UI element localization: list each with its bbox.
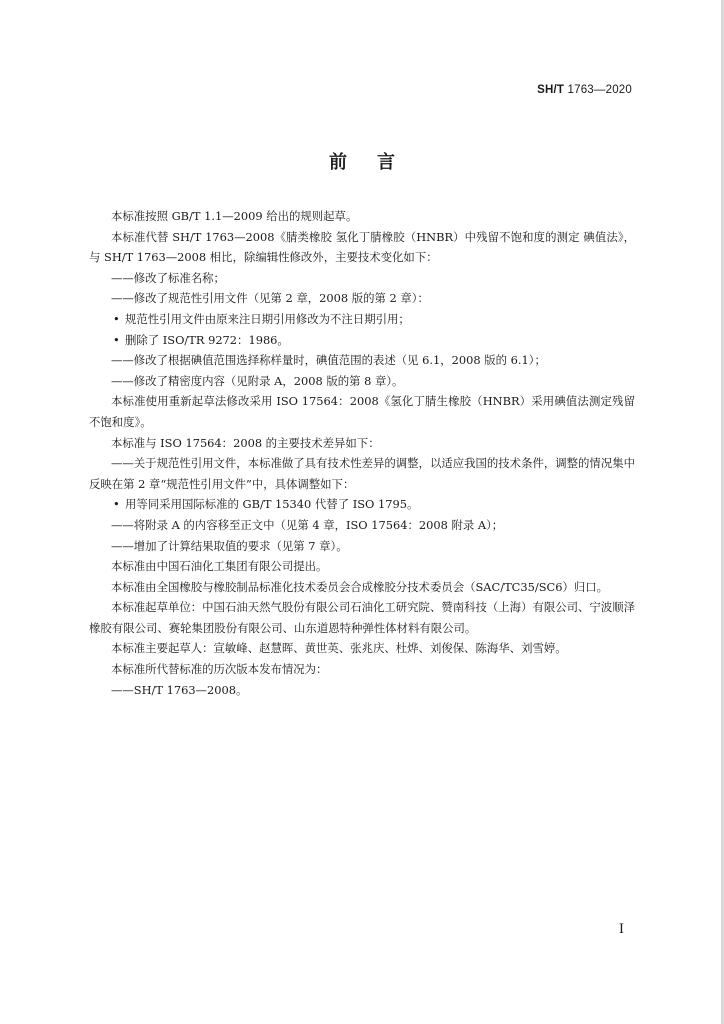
paragraph xyxy=(89,659,635,680)
paragraph xyxy=(89,268,635,289)
paragraph-text: 本标准所代替标准的历次版本发布情况为： xyxy=(111,662,328,677)
paragraph-text: 本标准使用重新起草法修改采用 ISO 17564：2008《氢化丁腈生橡胶（HNBR）采用碘值法测定残留不饱和度》。 xyxy=(89,394,635,429)
bullet-item xyxy=(89,494,635,515)
paragraph-text: ——修改了根据碘值范围选择称样量时，碘值范围的表述（见 6.1，2008 版的 6.1）； xyxy=(111,353,546,368)
bullet-dot-icon: • xyxy=(113,311,120,326)
bullet-item xyxy=(89,309,635,330)
paragraph-text: ——修改了规范性引用文件（见第 2 章，2008 版的第 2 章）： xyxy=(111,291,429,306)
bullet-dot-icon: • xyxy=(113,497,120,512)
page-title: 前言 xyxy=(329,152,425,173)
paragraph xyxy=(89,680,635,701)
paragraph-text: 删除了 ISO/TR 9272：1986。 xyxy=(125,332,289,347)
paragraph xyxy=(89,597,635,638)
paragraph xyxy=(89,536,635,557)
paragraph xyxy=(89,556,635,577)
paragraph xyxy=(89,577,635,598)
paragraph-text: 本标准与 ISO 17564：2008 的主要技术差异如下： xyxy=(111,435,380,450)
paragraph-text: 规范性引用文件由原来注日期引用修改为不注日期引用； xyxy=(125,311,410,326)
paragraph-text: ——增加了计算结果取值的要求（见第 7 章）。 xyxy=(111,538,348,553)
paragraph-text: 本标准由全国橡胶与橡胶制品标准化技术委员会合成橡胶分技术委员会（SAC/TC35/SC6）归口。 xyxy=(111,579,609,594)
paragraph-text: ——修改了精密度内容（见附录 A，2008 版的第 8 章）。 xyxy=(111,373,404,388)
paragraph xyxy=(89,638,635,659)
paragraph-text: ——修改了标准名称； xyxy=(111,270,225,285)
standard-code-header xyxy=(537,84,632,96)
paragraph-text: ——关于规范性引用文件，本标准做了具有技术性差异的调整，以适应我国的技术条件，调整的情况集中反映在第 2 章“规范性引用文件”中，具体调整如下： xyxy=(89,456,635,491)
paragraph-text: ——SH/T 1763—2008。 xyxy=(111,682,248,697)
standard-code-number: 1763—2020 xyxy=(564,84,632,96)
page-number: I xyxy=(618,922,624,937)
bullet-dot-icon: • xyxy=(113,332,120,347)
paragraph-text: ——将附录 A 的内容移至正文中（见第 4 章，ISO 17564：2008 附录 A）； xyxy=(111,517,504,532)
paragraph xyxy=(89,227,635,268)
paragraph-text: 用等同采用国际标准的 GB/T 15340 代替了 ISO 1795。 xyxy=(125,497,419,512)
bullet-item xyxy=(89,330,635,351)
paragraph-text: 本标准由中国石油化工集团有限公司提出。 xyxy=(111,559,328,574)
paragraph-text: 本标准按照 GB/T 1.1—2009 给出的规则起草。 xyxy=(111,209,358,223)
document-body xyxy=(89,206,635,700)
paragraph xyxy=(89,206,635,227)
paragraph xyxy=(89,453,635,494)
paragraph xyxy=(89,391,635,432)
paragraph-text: 本标准主要起草人：宣敏峰、赵慧晖、黄世英、张兆庆、杜烨、刘俊保、陈海华、刘雪婷。 xyxy=(111,641,567,656)
standard-code-prefix: SH/T xyxy=(537,84,565,96)
paragraph-text: 本标准代替 SH/T 1763—2008《腈类橡胶 氢化丁腈橡胶（HNBR）中残留不饱和度的测定 碘值法》，与 SH/T 1763—2008 相比，除编辑性修改外，主要技术变化如下： xyxy=(89,229,635,265)
paragraph xyxy=(89,288,635,309)
paragraph xyxy=(89,350,635,371)
paragraph-text: 本标准起草单位：中国石油天然气股份有限公司石油化工研究院、赞南科技（上海）有限公司、宁波顺泽橡胶有限公司、赛轮集团股份有限公司、山东道恩特种弹性体材料有限公司。 xyxy=(89,600,635,635)
paragraph xyxy=(89,371,635,392)
paragraph xyxy=(89,433,635,454)
paragraph xyxy=(89,515,635,536)
